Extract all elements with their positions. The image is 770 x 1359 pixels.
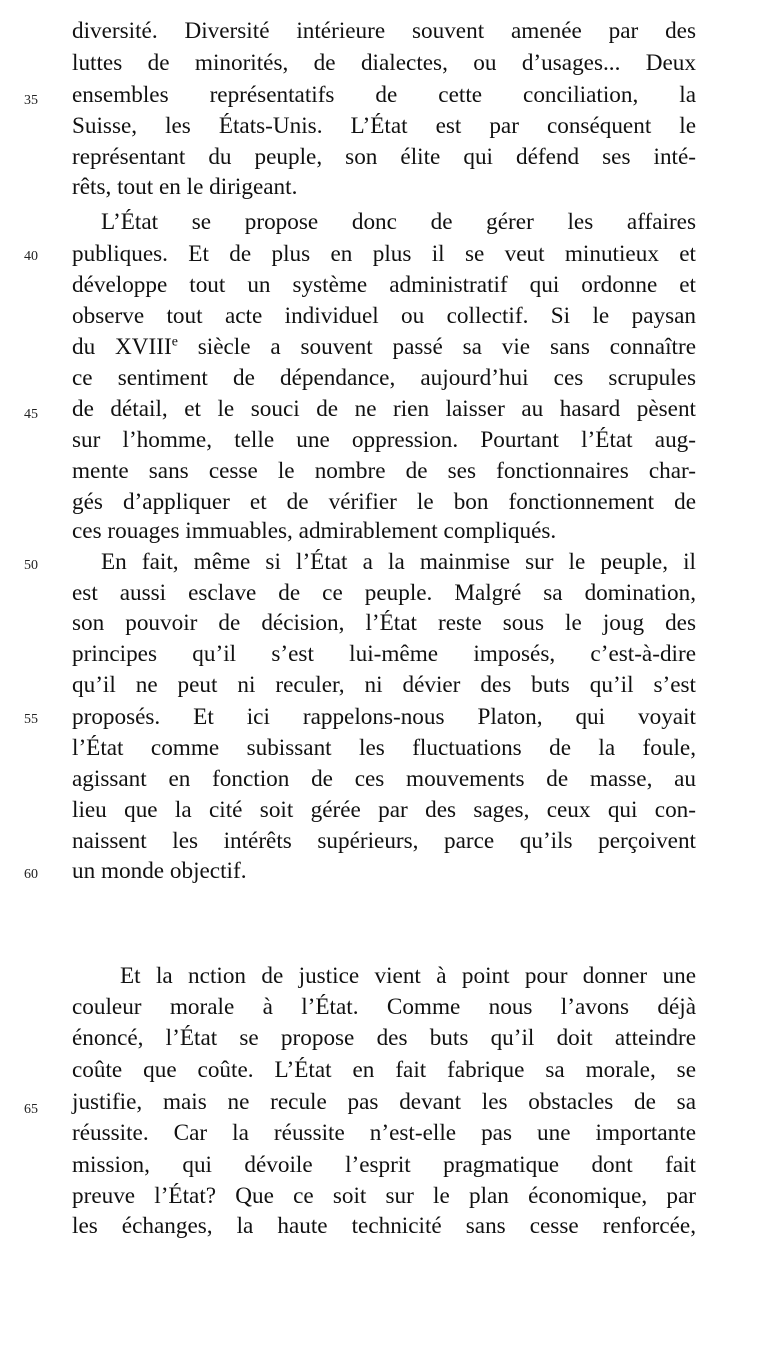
- text-line: lieu que la cité soit gérée par des sages, ceux qui con-: [72, 797, 696, 823]
- text-line: l’État comme subissant les fluctuations de la foule,: [72, 735, 696, 761]
- text-line: ces rouages immuables, admirablement compliqués.: [72, 518, 557, 544]
- text-line: énoncé, l’État se propose des buts qu’il doit atteindre: [72, 1025, 696, 1051]
- text-line: mission, qui dévoile l’esprit pragmatique dont fait: [72, 1152, 696, 1178]
- line-number: 50: [24, 558, 38, 573]
- text-line-rest: siècle a souvent passé sa vie sans connaître: [177, 334, 696, 360]
- superscript-e: e: [171, 334, 178, 350]
- text-line: observe tout acte individuel ou collectif. Si le paysan: [72, 303, 696, 329]
- text-line: [72, 332, 696, 363]
- text-line: est aussi esclave de ce peuple. Malgré sa domination,: [72, 580, 696, 606]
- line-number: 40: [24, 249, 38, 264]
- text-line: En fait, même si l’État a la mainmise sur le peuple, il: [101, 549, 696, 575]
- text-line: qu’il ne peut ni reculer, ni dévier des buts qu’il s’est: [72, 672, 696, 698]
- text-line: diversité. Diversité intérieure souvent amenée par des: [72, 18, 696, 44]
- text-line: publiques. Et de plus en plus il se veut minutieux et: [72, 241, 696, 267]
- text-line: rêts, tout en le dirigeant.: [72, 174, 298, 200]
- text-line: proposés. Et ici rappelons-nous Platon, qui voyait: [72, 704, 696, 730]
- text-line: couleur morale à l’État. Comme nous l’avons déjà: [72, 994, 696, 1020]
- text-line: coûte que coûte. L’État en fait fabrique sa morale, se: [72, 1057, 696, 1083]
- text-line: luttes de minorités, de dialectes, ou d’usages... Deux: [72, 50, 696, 76]
- text-line: un monde objectif.: [72, 858, 247, 884]
- text-line: son pouvoir de décision, l’État reste sous le joug des: [72, 610, 696, 636]
- text-line: naissent les intérêts supérieurs, parce qu’ils perçoivent: [72, 828, 696, 854]
- text-line: représentant du peuple, son élite qui défend ses inté-: [72, 144, 696, 170]
- text-line: justifie, mais ne recule pas devant les obstacles de sa: [72, 1089, 696, 1115]
- line-number: 35: [24, 93, 38, 108]
- text-line: Et la nction de justice vient à point pour donner une: [120, 963, 696, 989]
- line-number: 55: [24, 712, 38, 727]
- text-line: les échanges, la haute technicité sans cesse renforcée,: [72, 1213, 696, 1239]
- text-line: principes qu’il s’est lui-même imposés, c’est-à-dire: [72, 641, 696, 667]
- text-line: ce sentiment de dépendance, aujourd’hui ces scrupules: [72, 365, 696, 391]
- line-number: 65: [24, 1102, 38, 1117]
- line-number: 60: [24, 867, 38, 882]
- text-line: L’État se propose donc de gérer les affaires: [101, 209, 696, 235]
- text-line: ensembles représentatifs de cette conciliation, la: [72, 82, 696, 108]
- text-line: sur l’homme, telle une oppression. Pourtant l’État aug-: [72, 427, 696, 453]
- text-line: de détail, et le souci de ne rien laisser au hasard pèsent: [72, 396, 696, 422]
- text-line: réussite. Car la réussite n’est-elle pas une importante: [72, 1120, 696, 1146]
- text-line: preuve l’État? Que ce soit sur le plan économique, par: [72, 1183, 696, 1209]
- text-line: mente sans cesse le nombre de ses fonctionnaires char-: [72, 458, 696, 484]
- text-line: gés d’appliquer et de vérifier le bon fonctionnement de: [72, 489, 696, 515]
- text-line: agissant en fonction de ces mouvements de masse, au: [72, 766, 696, 792]
- century-text: du XVIII: [72, 334, 172, 360]
- line-number: 45: [24, 407, 38, 422]
- text-line: Suisse, les États-Unis. L’État est par conséquent le: [72, 113, 696, 139]
- text-line: développe tout un système administratif qui ordonne et: [72, 272, 696, 298]
